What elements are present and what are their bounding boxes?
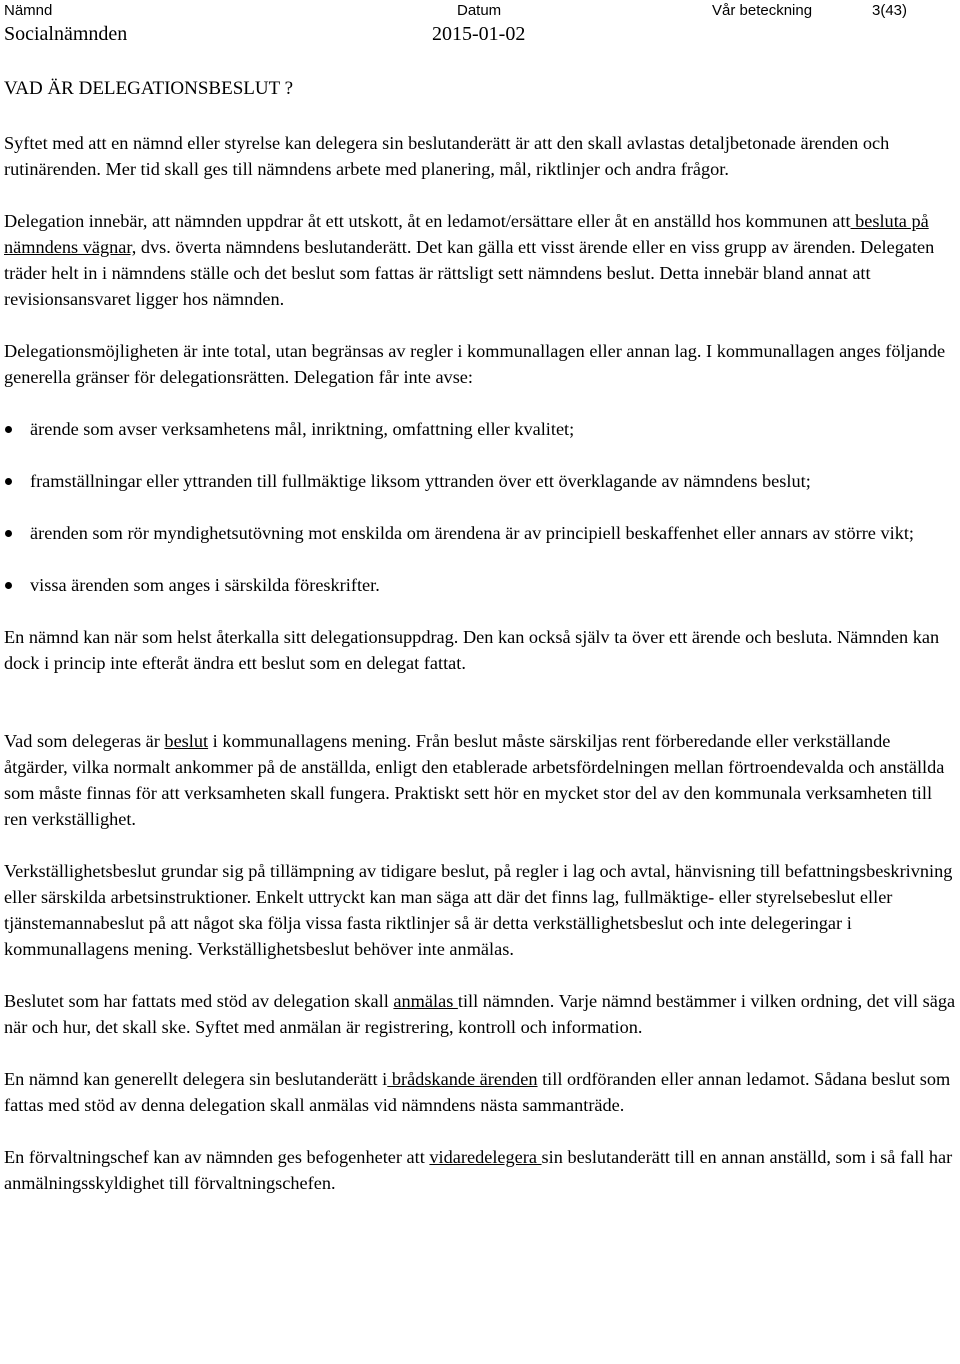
list-item-text: framställningar eller yttranden till fullmäktige liksom yttranden över ett överklagande av nämndens beslut;: [30, 471, 811, 491]
paragraph-bradskande: [4, 1066, 956, 1118]
paragraph-anmalan-text-a: Beslutet som har fattats med stöd av delegation skall: [4, 991, 394, 1011]
header-namnd-label: Nämnd: [4, 2, 53, 19]
page-title: VAD ÄR DELEGATIONSBESLUT ?: [4, 78, 294, 99]
list-item: [4, 520, 956, 546]
header-datum-value: 2015-01-02: [432, 23, 526, 45]
header-datum-label: Datum: [457, 2, 502, 19]
paragraph-syfte: Syftet med att en nämnd eller styrelse kan delegera sin beslutanderätt är att den skall avlastas detaljbetonade ärenden och rutinärenden. Mer tid skall ges till nämndens arbete med planering, mål, riktlinjer och andra frågor.: [4, 133, 890, 179]
list-item-text: ärenden som rör myndighetsutövning mot enskilda om ärendena är av principiell beskaffenhet eller annars av större vikt;: [30, 523, 914, 543]
list-item-text: ärende som avser verksamhetens mål, inriktning, omfattning eller kvalitet;: [30, 419, 575, 439]
paragraph-begransning: Delegationsmöjligheten är inte total, utan begränsas av regler i kommunallagen eller annan lag. I kommunallagen anges följande generella gränser för delegationsrätten. Delegation får inte avse:: [4, 341, 946, 387]
paragraph-delegation: [4, 208, 956, 312]
paragraph-bradskande-text-b: till ordföranden eller annan ledamot. Sådana beslut som fattas med stöd av denna delegation skall anmälas vid nämndens nästa sammanträde.: [4, 1069, 951, 1115]
paragraph-vidaredelegera: [4, 1144, 956, 1196]
paragraph-vidaredelegera-text-a: En förvaltningschef kan av nämnden ges befogenheter att: [4, 1147, 430, 1167]
list-item: [4, 572, 956, 598]
underlined-phrase-besluta: besluta på nämndens vägnar,: [4, 211, 929, 257]
bullet-icon: [5, 426, 12, 433]
header-namnd-value: Socialnämnden: [4, 23, 128, 45]
underlined-word-beslut: beslut: [164, 731, 209, 751]
paragraph-anmalan-text-b: till nämnden. Varje nämnd bestämmer i vilken ordning, det vill säga när och hur, det skall ske. Syftet med anmälan är registrering, kontroll och information.: [4, 991, 956, 1037]
document-body: [4, 130, 956, 1196]
bullet-icon: [5, 478, 12, 485]
bullet-icon: [5, 530, 12, 537]
header-beteckning-label: Vår beteckning: [712, 2, 813, 19]
underlined-word-vidaredelegera: vidaredelegera: [429, 1147, 542, 1167]
bullet-icon: [5, 582, 12, 589]
paragraph-anmalan: [4, 988, 956, 1040]
paragraph-beslut-text-b: i kommunallagens mening. Från beslut måste särskiljas rent förberedande eller verkställande åtgärder, vilka normalt ankommer på de anställda, enligt den etablerade arbetsfördelningen mellan förtroendevalda och anställda som måste finnas för att verksamheten skall fungera. Praktiskt sett hör en mycket stor del av den kommunala verksamheten till ren verkställighet.: [4, 731, 945, 829]
underlined-phrase-bradskande: brådskande ärenden: [387, 1069, 538, 1089]
paragraph-beslut: [4, 728, 956, 832]
underlined-word-anmalas: anmälas: [393, 991, 458, 1011]
paragraph-verkstallighet: Verkställighetsbeslut grundar sig på tillämpning av tidigare beslut, på regler i lag och avtal, hänvisning till befattningsbeskrivning eller särskilda arbetsinstruktioner. Enkelt uttryckt kan man säga att där det finns lag, fullmäktige- eller styrelsebeslut eller tjänstemannabeslut på att något ska följa vissa fasta riktlinjer så är detta verkställighetsbeslut och inte delegeringar i kommunallagens mening. Verkställighetsbeslut behöver inte anmälas.: [4, 861, 953, 959]
paragraph-beslut-text-a: Vad som delegeras är: [4, 731, 165, 751]
list-item-text: vissa ärenden som anges i särskilda föreskrifter.: [30, 575, 380, 595]
paragraph-aterkalla: En nämnd kan när som helst återkalla sitt delegationsuppdrag. Den kan också själv ta över ett ärende och besluta. Nämnden kan dock i princip inte efteråt ändra ett beslut som en delegat fattat.: [4, 627, 940, 673]
list-item: [4, 416, 956, 442]
header-page-number: 3(43): [872, 2, 908, 19]
paragraph-delegation-text-a: Delegation innebär, att nämnden uppdrar åt ett utskott, åt en ledamot/ersättare eller åt en anställd hos kommunen att: [4, 211, 851, 231]
paragraph-bradskande-text-a: En nämnd kan generellt delegera sin beslutanderätt i: [4, 1069, 388, 1089]
bullet-list: [4, 416, 956, 598]
paragraph-delegation-text-b: dvs. överta nämndens beslutanderätt. Det kan gälla ett visst ärende eller en viss grupp av ärenden. Delegaten träder helt in i nämndens ställe och det beslut som fattas är rättsligt sett nämndens beslut. Detta innebär bland annat att revisionsansvaret ligger hos nämnden.: [4, 237, 935, 309]
paragraph-vidaredelegera-text-b: sin beslutanderätt till en annan anställd, som i så fall har anmälningsskyldighet till förvaltningschefen.: [4, 1147, 953, 1193]
list-item: [4, 468, 956, 494]
